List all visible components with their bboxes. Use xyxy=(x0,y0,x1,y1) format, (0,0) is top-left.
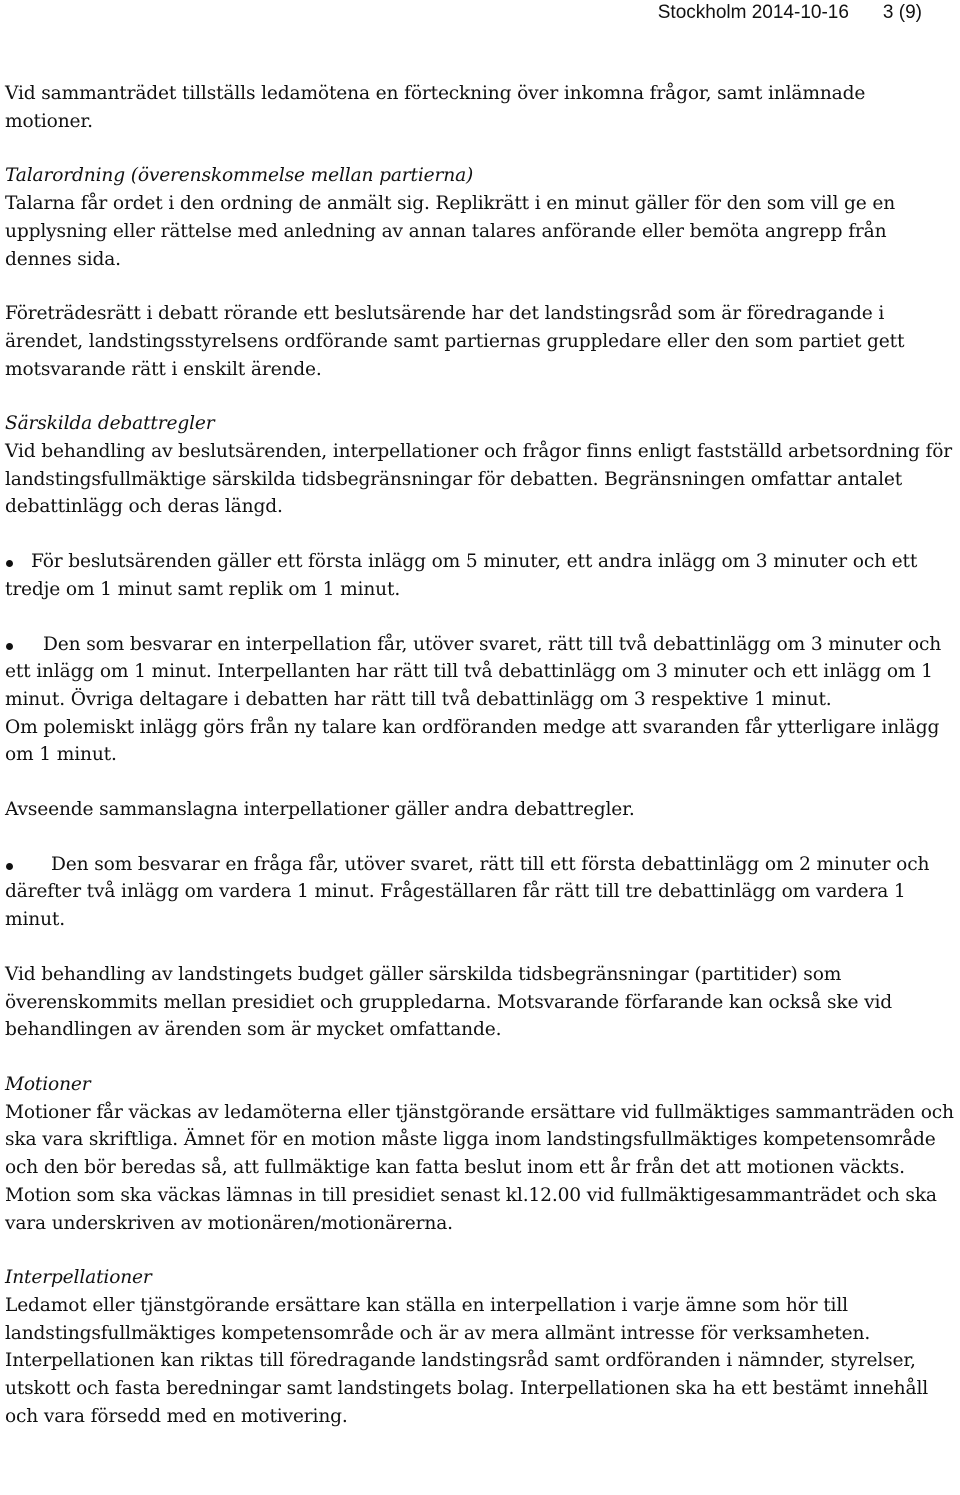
interpellationer-heading: Interpellationer xyxy=(5,1267,152,1289)
place-date: Stockholm 2014-10-16 xyxy=(657,2,849,23)
foretradesratt-paragraph: Företrädesrätt i debatt rörande ett beslutsärende har det landstingsråd som är föredragande i ärendet, landstingsstyrelsens ordförande samt partiernas gruppledare eller den som partiet gett motsvarande rätt i enskilt ärende. xyxy=(5,303,905,380)
interpellationer-text: Ledamot eller tjänstgörande ersättare kan ställa en interpellation i varje ämne som hör till landstingsfullmäktiges kompetensområde och är av mera allmänt intresse för verksamheten. Interpellationen kan riktas till föredragande landstingsråd samt ordföranden i nämnder, styrelser, utskott och fasta beredningar samt landstingets bolag. Interpellationen ska ha ett bestämt innehåll och vara försedd med en motivering. xyxy=(5,1294,929,1427)
intro-paragraph: Vid sammanträdet tillställs ledamötena en förteckning över inkomna frågor, samt inlämnade motioner. xyxy=(5,83,866,132)
list-item xyxy=(5,548,955,603)
bullet-icon xyxy=(6,863,13,870)
debattregler-text: Vid behandling av beslutsärenden, interpellationer och frågor finns enligt fastställd arbetsordning för landstingsfullmäktige särskilda tidsbegränsningar för debatten. Begränsningen omfattar antalet debattinlägg och deras längd. xyxy=(5,441,953,518)
talarordning-heading: Talarordning (överenskommelse mellan partierna) xyxy=(5,165,474,187)
bullet-text-fraga: Den som besvarar en fråga får, utöver svaret, rätt till ett första debattinlägg om 2 minuter och därefter två inlägg om vardera 1 minut. Frågeställaren får rätt till tre debattinlägg om vardera 1 minut. xyxy=(5,853,930,931)
debattregler-heading: Särskilda debattregler xyxy=(5,413,215,435)
page-header xyxy=(658,2,922,24)
polemiskt-paragraph: Om polemiskt inlägg görs från ny talare kan ordföranden medge att svaranden får ytterligare inlägg om 1 minut. xyxy=(5,716,940,766)
motioner-heading: Motioner xyxy=(5,1073,91,1095)
bullet-text-beslutsarenden: För beslutsärenden gäller ett första inlägg om 5 minuter, ett andra inlägg om 3 minuter och ett tredje om 1 minut samt replik om 1 minut. xyxy=(5,551,918,600)
page-number: 3 (9) xyxy=(882,2,922,23)
list-item xyxy=(5,631,955,714)
bullet-icon xyxy=(6,643,13,650)
motioner-text: Motioner får väckas av ledamöterna eller tjänstgörande ersättare vid fullmäktiges sammanträden och ska vara skriftliga. Ämnet för en motion måste ligga inom landstingsfullmäktiges kompetensområde och den bör beredas så, att fullmäktige kan fatta beslut inom ett år från det att motionen väckts. Motion som ska väckas lämnas in till presidiet senast kl.12.00 vid fullmäktigesammanträdet och ska vara underskriven av motionären/motionärerna. xyxy=(5,1101,954,1234)
budget-paragraph: Vid behandling av landstingets budget gäller särskilda tidsbegränsningar (partitider) som överenskommits mellan presidiet och gruppledarna. Motsvarande förfarande kan också ske vid behandlingen av ärenden som är mycket omfattande. xyxy=(5,963,893,1041)
sammanslagna-paragraph: Avseende sammanslagna interpellationer gäller andra debattregler. xyxy=(5,799,635,821)
bullet-text-interpellation: Den som besvarar en interpellation får, utöver svaret, rätt till två debattinlägg om 3 minuter och ett inlägg om 1 minut. Interpellanten har rätt till två debattinlägg om 3 minuter och ett inlägg om 1 minut. Övriga deltagare i debatten har rätt till två debattinlägg om 3 respektive 1 minut. xyxy=(5,633,942,710)
document-body xyxy=(5,80,955,1430)
talarordning-text: Talarna får ordet i den ordning de anmält sig. Replikrätt i en minut gäller för den som vill ge en upplysning eller rättelse med anledning av annan talares anförande eller bemöta angrepp från dennes sida. xyxy=(5,193,896,270)
list-item xyxy=(5,851,955,934)
